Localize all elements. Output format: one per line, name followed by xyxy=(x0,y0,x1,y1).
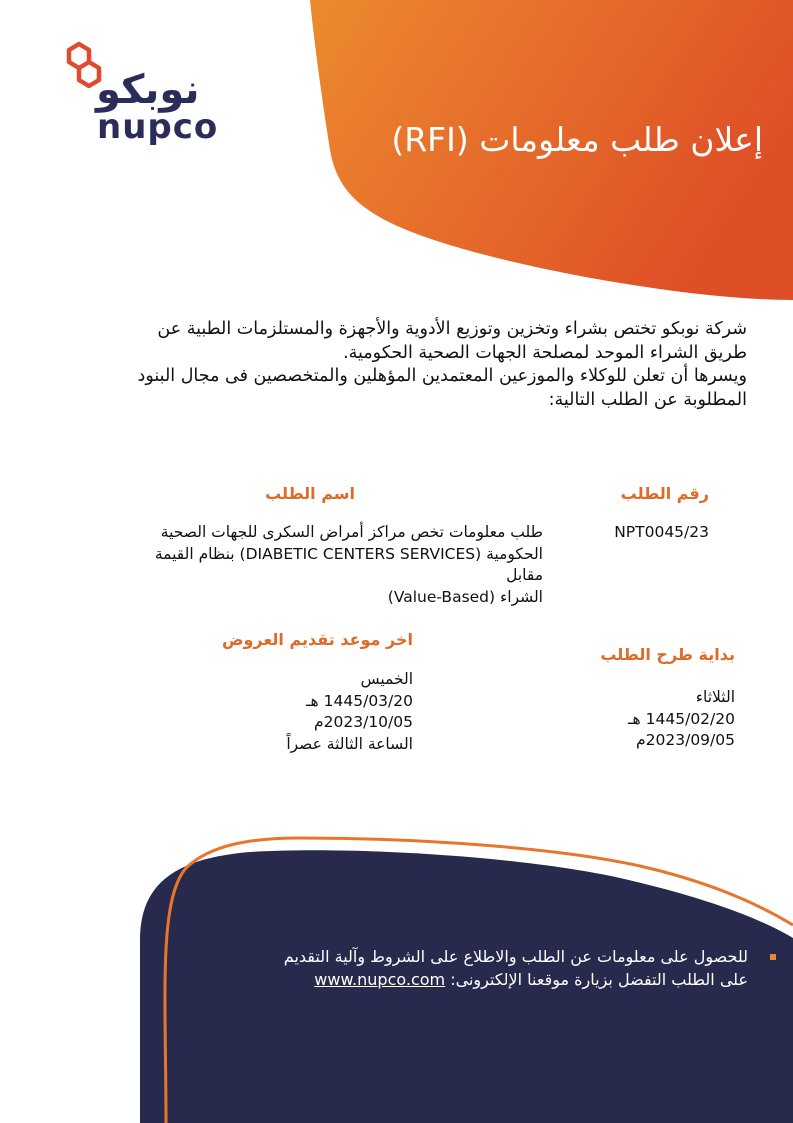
deadline-label: اخر موعد تقديم العروض xyxy=(221,630,413,649)
intro-line: طريق الشراء الموحد لمصلحة الجهات الصحية الحكومية. xyxy=(343,342,747,363)
deadline-gregorian: 2023/10/05م xyxy=(314,713,413,731)
deadline-time: الساعة الثالثة عصراً xyxy=(286,734,413,753)
logo-arabic: نوبكو xyxy=(96,67,200,113)
intro-line: شركة نوبكو تختص بشراء وتخزين وتوزيع الأدوية والأجهزة والمستلزمات الطبية عن xyxy=(157,319,747,339)
start-date-day: الثلاثاء xyxy=(695,688,735,706)
footer-bullet-icon xyxy=(770,954,776,960)
request-name-value xyxy=(123,522,543,608)
request-number-label: رقم الطلب xyxy=(620,484,709,503)
nupco-hexagon-logo-icon xyxy=(69,44,99,86)
footer-line-text: على الطلب التفضل بزيارة موقعنا الإلكترونى: xyxy=(450,970,748,989)
website-link[interactable]: www.nupco.com xyxy=(314,970,446,989)
request-name-line: الحكومية (DIABETIC CENTERS SERVICES) بنظام القيمة مقابل xyxy=(154,544,543,584)
footer-text xyxy=(270,945,748,991)
footer-line xyxy=(270,968,748,991)
deadline-hijri: 1445/03/20 هـ xyxy=(306,691,413,710)
request-number-value: NPT0045/23 xyxy=(614,523,709,541)
deadline-value xyxy=(193,669,413,755)
intro-line: ويسرها أن تعلن للوكلاء والموزعين المعتمدين المؤهلين والمتخصصين فى مجال البنود xyxy=(137,366,747,386)
logo-english: nupco xyxy=(97,107,219,147)
request-name-line: الشراء (Value-Based) xyxy=(387,587,543,606)
start-date-hijri: 1445/02/20 هـ xyxy=(628,709,735,728)
intro-paragraph xyxy=(47,318,747,412)
request-name-line: طلب معلومات تخص مراكز أمراض السكرى للجهات الصحية xyxy=(160,523,543,541)
request-name-label: اسم الطلب xyxy=(265,484,355,503)
deadline-day: الخميس xyxy=(360,670,413,688)
start-date-value xyxy=(535,687,735,752)
page-title: إعلان طلب معلومات (RFI) xyxy=(391,120,763,159)
start-date-label: بداية طرح الطلب xyxy=(600,645,735,664)
start-date-gregorian: 2023/09/05م xyxy=(636,731,735,749)
footer-line: للحصول على معلومات عن الطلب والاطلاع على الشروط وآلية التقديم xyxy=(283,947,748,966)
intro-line: المطلوبة عن الطلب التالية: xyxy=(548,389,747,410)
